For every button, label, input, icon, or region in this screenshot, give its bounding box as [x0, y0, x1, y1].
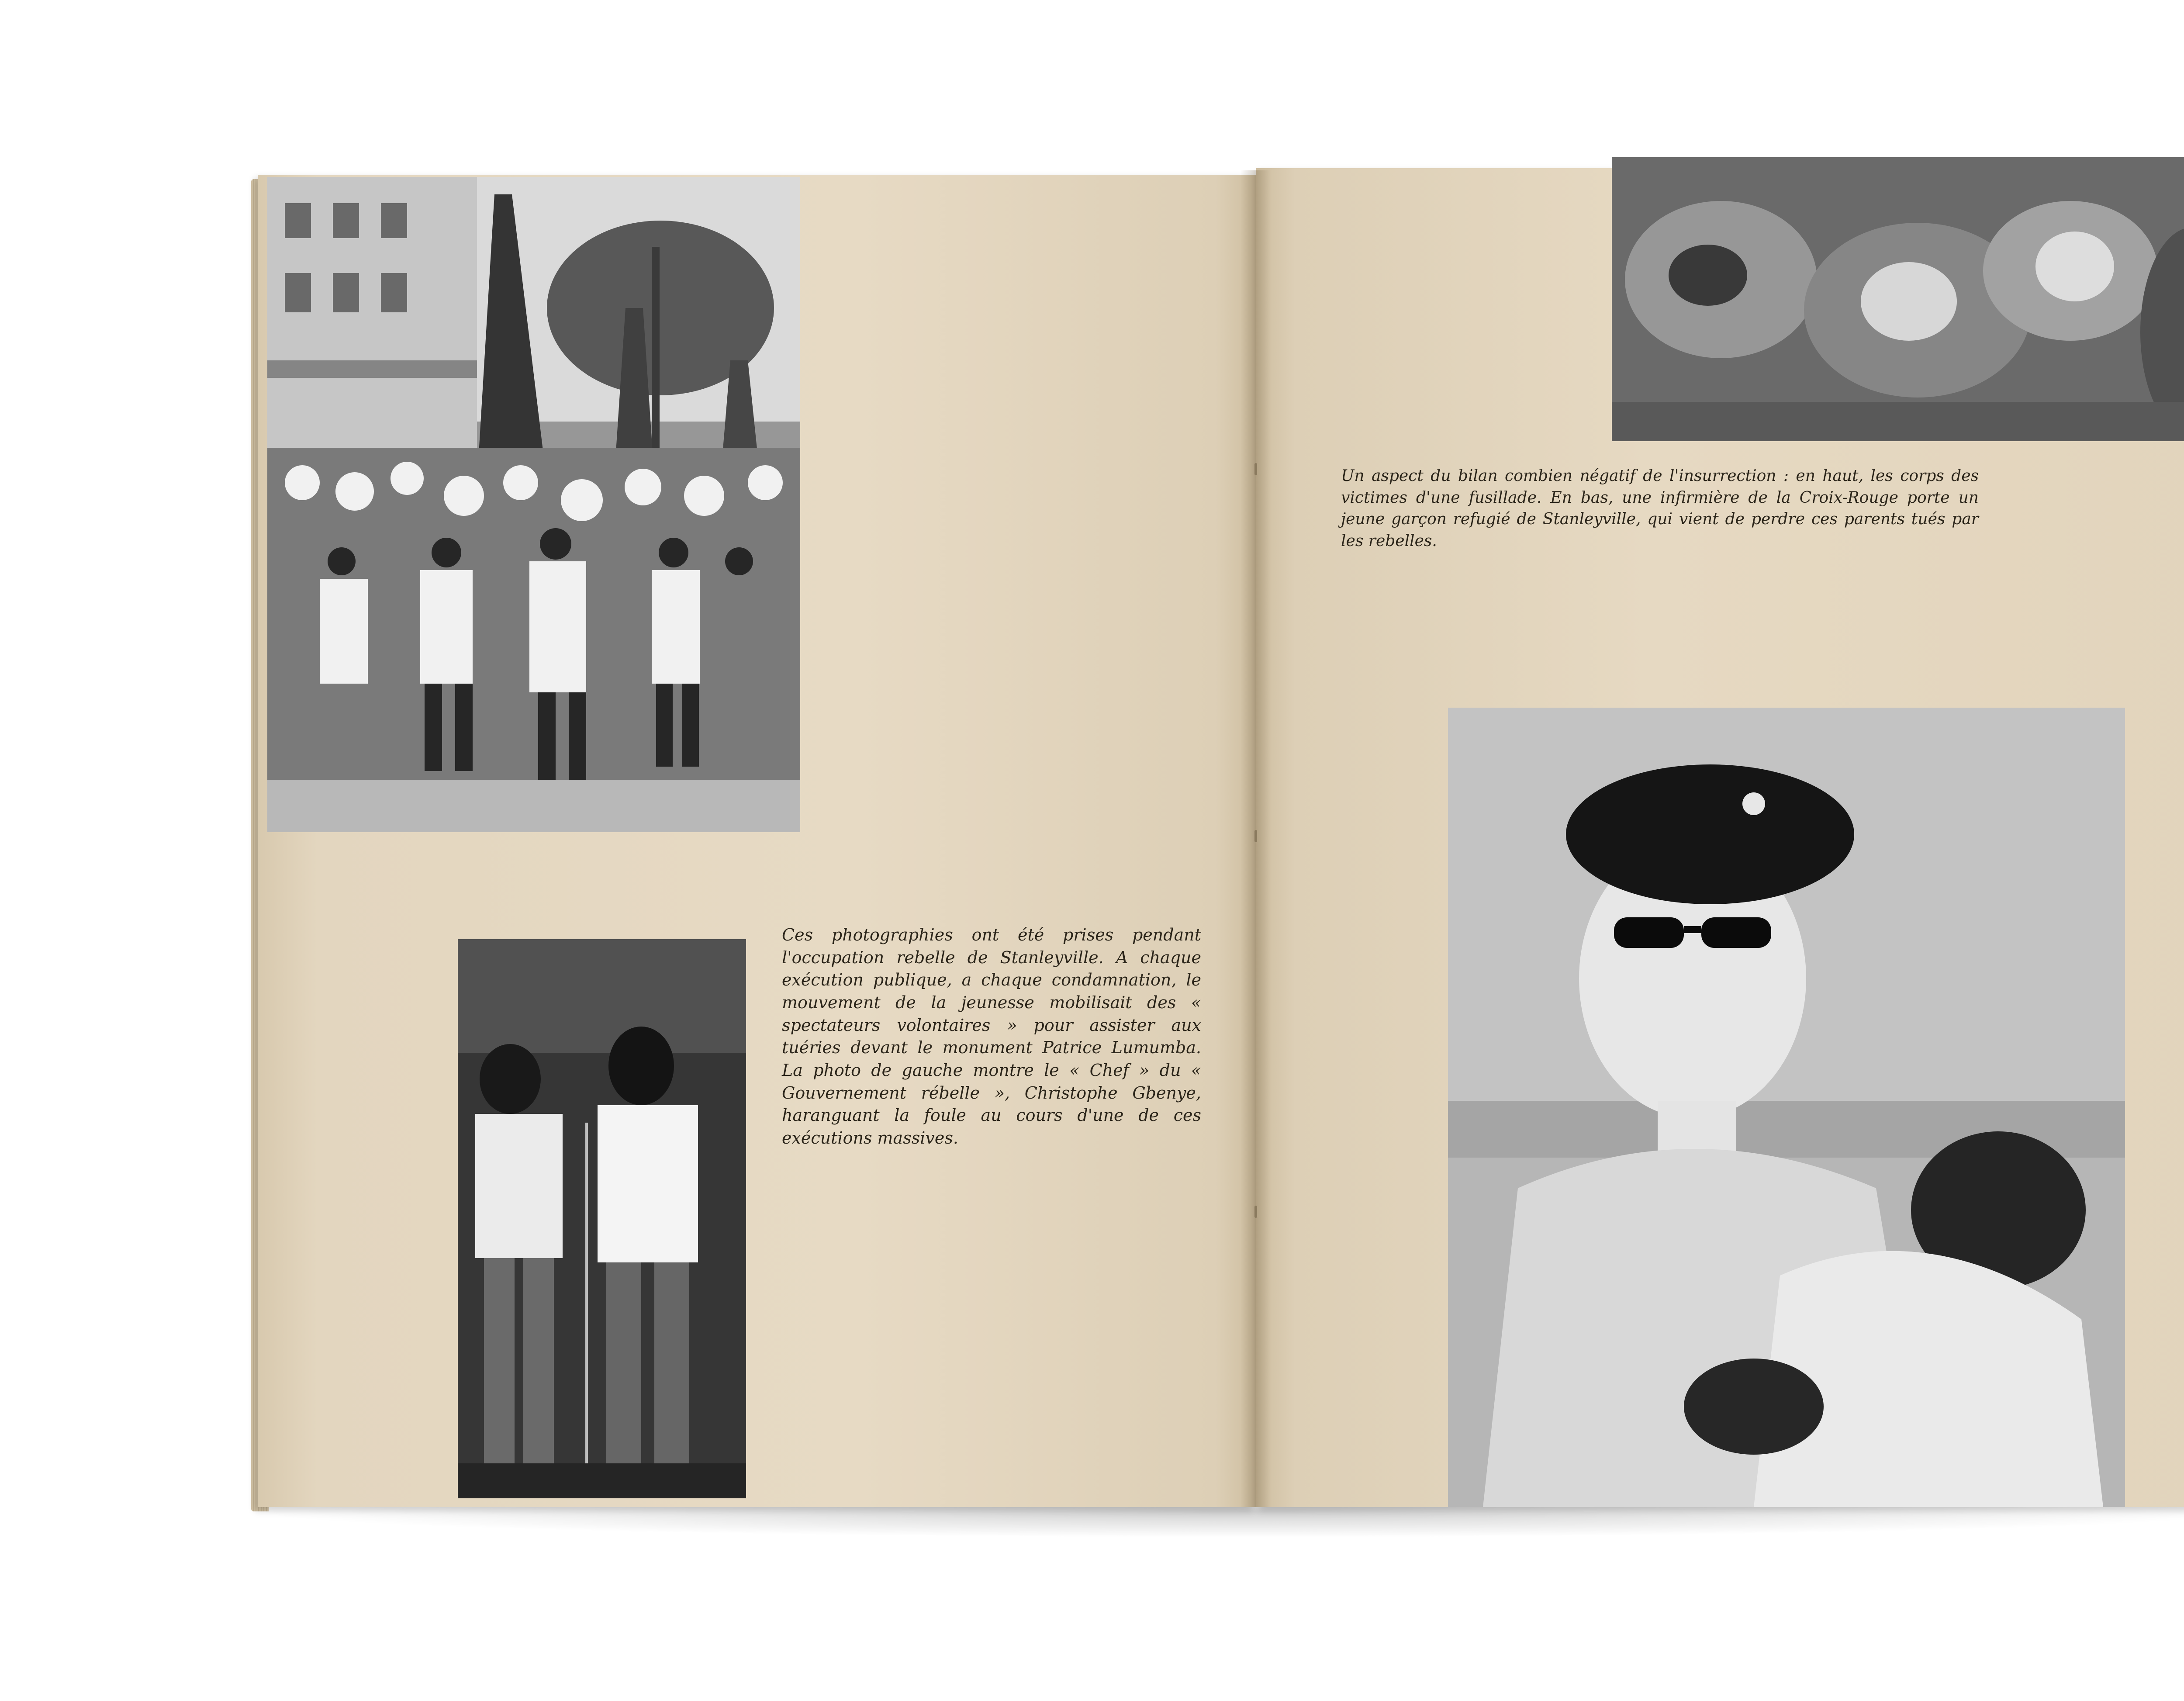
photo-speech-microphone — [458, 939, 746, 1498]
photo-crowd-parade — [267, 177, 800, 832]
left-caption: Ces photographies ont été prises pendant l'occupation rebelle de Stanleyville. A chaque exécution publique, a chaque condamnation, le mouvement de la jeunesse mobilisait des « spectateurs volontaires » pour assister aux tuéries devant le monument Patrice Lumumba. La photo de gauche montre le « Chef » du « Gouvernement rébelle », Christophe Gbenye, haranguant la foule au cours d'une de ces exécutions massives. — [782, 925, 1201, 1148]
binding-stitch — [1254, 830, 1257, 842]
binding-stitch — [1254, 463, 1257, 475]
right-caption: Un aspect du bilan combien négatif de l'insurrection : en haut, les corps des victimes d'une fusillade. En bas, une infirmière de la Croix-Rouge porte un jeune garçon refugié de Stanleyville, qui vient de perdre ces parents tués par les rebelles. — [1341, 467, 1979, 550]
binding-stitch — [1254, 1206, 1257, 1218]
photo-victims — [1612, 157, 2184, 441]
photo-nurse-with-child — [1448, 708, 2125, 1507]
